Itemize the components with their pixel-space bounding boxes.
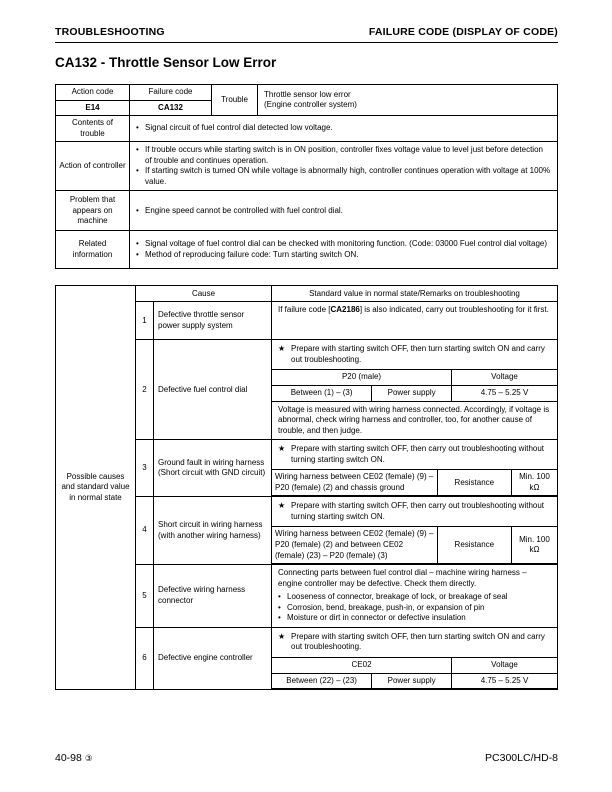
list-item: • Signal voltage of fuel control dial can be checked with monitoring function. (Code: 03000 Fuel control dial voltage) — [136, 239, 548, 249]
measurement-value: 4.75 – 5.25 V — [452, 386, 557, 402]
action-code-label: Action code — [56, 85, 130, 101]
contents-of-trouble-content — [130, 116, 558, 142]
list-item: • Looseness of connector, breakage of lock, or breakage of seal — [278, 592, 508, 602]
measurement-pins: Wiring harness between CE02 (female) (9) – P20 (female) (2) and between CE02 (female) (23) – P20 (female) (3) — [272, 527, 437, 564]
contents-of-trouble-label: Contents of trouble — [56, 116, 130, 142]
remark-text: Voltage is measured with wiring harness connected. Accordingly, if voltage is abnormal, check wiring harness and controller, too, for another cause of trouble, and then judge. — [278, 404, 550, 435]
preparation-note: ★ Prepare with starting switch OFF, then carry out troubleshooting without turning starting switch ON. — [278, 444, 545, 464]
trouble-description — [258, 85, 558, 116]
remarks-cell — [272, 497, 558, 565]
bullet-marker: • — [278, 613, 281, 623]
standard-value-column-header: Standard value in normal state/Remarks on troubleshooting — [272, 286, 558, 302]
remarks-cell — [272, 340, 558, 440]
cause-description: Defective throttle sensor power supply system — [154, 302, 272, 340]
related-information-label: Related information — [56, 231, 130, 269]
preparation-note: ★ Prepare with starting switch OFF, then turn starting switch ON and carry out troubleshooting. — [278, 631, 545, 652]
list-item: • Method of reproducing failure code: Turn starting switch ON. — [136, 249, 359, 259]
page-title: CA132 - Throttle Sensor Low Error — [55, 55, 277, 70]
measurement-pins: Wiring harness between CE02 (female) (9) – P20 (female) (2) and chassis ground — [272, 470, 437, 496]
failure-code-label: Failure code — [130, 85, 212, 101]
remarks-cell — [272, 565, 558, 628]
measurement-value: Min. 100 kΩ — [511, 527, 557, 564]
cause-column-header: Cause — [136, 286, 272, 302]
list-item: • If starting switch is turned ON while voltage is abnormally high, controller continues operation with voltage at 100% value. — [136, 166, 551, 186]
cause-description: Ground fault in wiring harness (Short circuit with GND circuit) — [154, 440, 272, 497]
measurement-kind: Resistance — [437, 470, 511, 496]
failure-code-value: CA132 — [130, 100, 212, 116]
failure-code-info-table — [55, 84, 558, 269]
list-item: • Moisture or dirt in connector or defective insulation — [278, 613, 466, 623]
cause-number: 4 — [136, 497, 154, 565]
related-information-content — [130, 231, 558, 269]
bullet-marker: • — [136, 249, 139, 259]
connector-header: P20 (male) — [272, 370, 452, 386]
bullet-marker: • — [136, 166, 139, 176]
measurement-value: Min. 100 kΩ — [511, 470, 557, 496]
running-header — [55, 26, 558, 43]
cause-description: Defective wiring harness connector — [154, 565, 272, 628]
action-of-controller-content — [130, 142, 558, 191]
remarks-cell — [272, 627, 558, 689]
measurement-kind: Power supply — [372, 673, 452, 689]
list-item: • Corrosion, bend, breakage, push-in, or expansion of pin — [278, 602, 485, 612]
bullet-marker: • — [136, 145, 139, 155]
star-icon: ★ — [278, 501, 286, 511]
problem-on-machine-label: Problem that appears on machine — [56, 191, 130, 231]
footer-model-number: PC300LC/HD-8 — [485, 752, 558, 764]
measurement-value: 4.75 – 5.25 V — [452, 673, 557, 689]
remark-text: Connecting parts between fuel control dial – machine wiring harness – engine controller may be defective. Check them directly. — [278, 568, 527, 588]
footer-page-number: 40-98 ③ — [55, 752, 93, 764]
trouble-line-2: (Engine controller system) — [264, 100, 357, 110]
trouble-line-1: Throttle sensor low error — [264, 89, 351, 99]
connector-header: CE02 — [272, 657, 452, 673]
cause-description: Defective fuel control dial — [154, 340, 272, 440]
cause-number: 2 — [136, 340, 154, 440]
remarks-cell — [272, 440, 558, 497]
page-footer — [55, 752, 558, 764]
list-item: • If trouble occurs while starting switch is in ON position, controller fixes voltage value to level just before detection of trouble and continues operation. — [136, 145, 543, 165]
measurement-table — [272, 369, 557, 401]
list-item: • Signal circuit of fuel control dial detected low voltage. — [136, 123, 333, 133]
value-header: Voltage — [452, 370, 557, 386]
cause-description: Short circuit in wiring harness (with another wiring harness) — [154, 497, 272, 565]
cause-number: 6 — [136, 627, 154, 689]
cause-number: 5 — [136, 565, 154, 628]
preparation-note: ★ Prepare with starting switch OFF, then turn starting switch ON and carry out troubleshooting. — [278, 344, 545, 364]
troubleshooting-cause-table — [55, 285, 558, 690]
bullet-marker: • — [136, 239, 139, 249]
remarks-cell — [272, 302, 558, 340]
star-icon: ★ — [278, 444, 286, 454]
action-of-controller-label: Action of controller — [56, 142, 130, 191]
measurement-table — [272, 469, 557, 496]
list-item: • Engine speed cannot be controlled with fuel control dial. — [136, 205, 343, 215]
bullet-marker: • — [278, 602, 281, 612]
measurement-kind: Power supply — [372, 386, 452, 402]
measurement-pins: Between (22) – (23) — [272, 673, 372, 689]
problem-on-machine-content — [130, 191, 558, 231]
header-section-left: TROUBLESHOOTING — [55, 26, 165, 38]
measurement-table — [272, 657, 557, 689]
bullet-marker: • — [136, 205, 139, 215]
value-header: Voltage — [452, 657, 557, 673]
cause-number: 3 — [136, 440, 154, 497]
failure-code-reference: CA2186 — [330, 305, 360, 315]
header-section-right: FAILURE CODE (DISPLAY OF CODE) — [368, 26, 558, 38]
trouble-label: Trouble — [212, 85, 258, 116]
possible-causes-label: Possible causes and standard value in normal state — [56, 286, 136, 690]
remark-text: If failure code [CA2186] is also indicated, carry out troubleshooting for it first. — [278, 305, 549, 315]
cause-description: Defective engine controller — [154, 627, 272, 689]
cause-number: 1 — [136, 302, 154, 340]
bullet-marker: • — [136, 123, 139, 133]
check-list — [272, 592, 557, 627]
revision-mark: ③ — [84, 753, 93, 763]
action-code-value: E14 — [56, 100, 130, 116]
bullet-marker: • — [278, 592, 281, 602]
measurement-kind: Resistance — [437, 527, 511, 564]
star-icon: ★ — [278, 344, 286, 354]
star-icon: ★ — [278, 631, 286, 641]
measurement-pins: Between (1) – (3) — [272, 386, 372, 402]
preparation-note: ★ Prepare with starting switch OFF, then carry out troubleshooting without turning starting switch ON. — [278, 501, 545, 521]
measurement-table — [272, 526, 557, 564]
